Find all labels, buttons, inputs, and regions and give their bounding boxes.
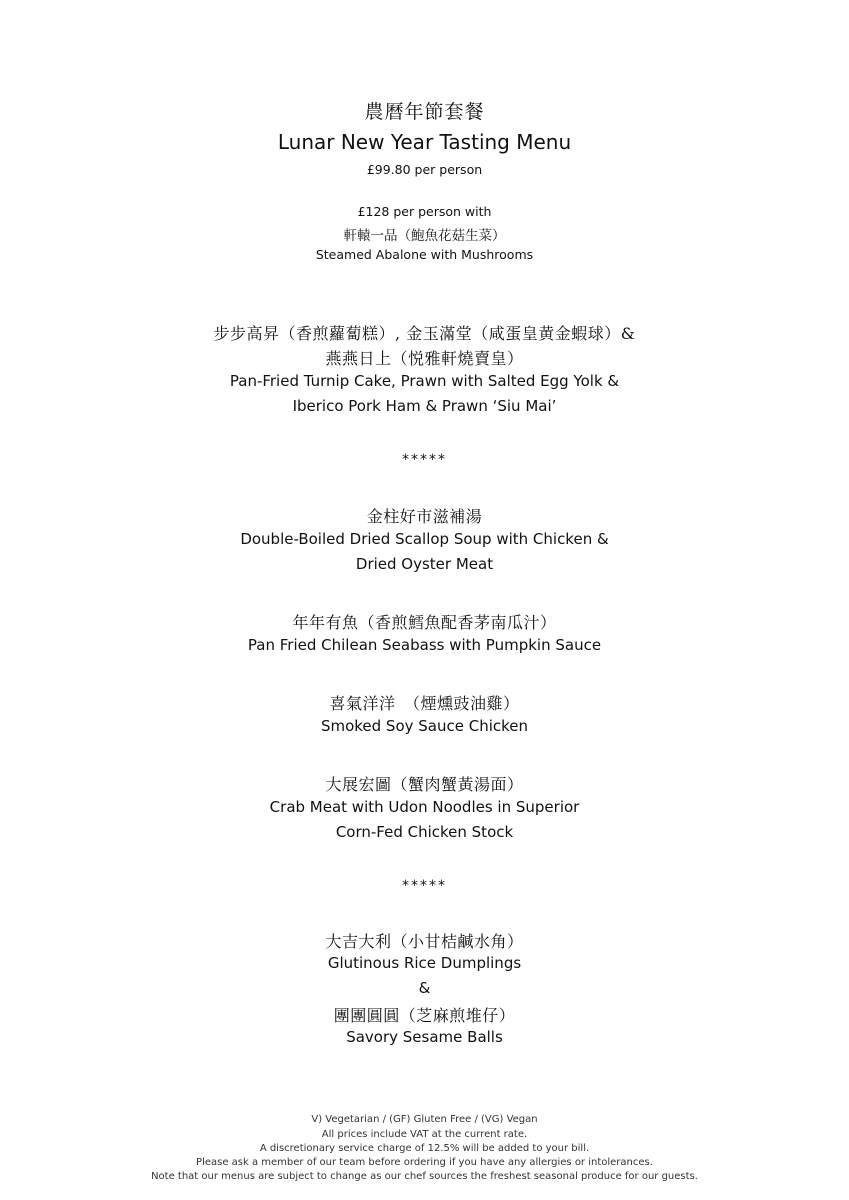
menu-price: £99.80 per person (366, 162, 483, 177)
dessert2-english: Savory Sesame Balls (346, 1028, 503, 1046)
course2-english-line2: Dried Oyster Meat (355, 555, 494, 573)
course-separator: ***** (402, 452, 447, 468)
course-separator: ***** (402, 878, 447, 894)
dessert1-english: Glutinous Rice Dumplings (327, 954, 522, 972)
course5-chinese: 大展宏圖（蟹肉蟹黃湯面） (325, 775, 524, 794)
course3-chinese: 年年有魚（香煎鱈魚配香茅南瓜汁） (292, 613, 557, 632)
course1-english-line2: Iberico Pork Ham & Prawn ‘Siu Mai’ (292, 397, 557, 415)
dessert1-chinese: 大吉大利（小甘桔鹹水角） (325, 932, 524, 951)
footer-vat-note: All prices include VAT at the current rate. (321, 1129, 528, 1140)
footer-service-charge: A discretionary service charge of 12.5% will be added to your bill. (259, 1143, 590, 1154)
upgrade-item: Steamed Abalone with Mushrooms (315, 247, 534, 262)
course4-english: Smoked Soy Sauce Chicken (320, 717, 529, 735)
course3-english: Pan Fried Chilean Seabass with Pumpkin Sauce (247, 636, 602, 654)
upgrade-item-chinese: 軒轅一品（鮑魚花菇生菜） (343, 228, 506, 244)
menu-title: Lunar New Year Tasting Menu (277, 130, 572, 154)
course5-english-line2: Corn-Fed Chicken Stock (335, 823, 514, 841)
course1-chinese-line2: 燕燕日上（悦雅軒燒賣皇） (325, 349, 524, 368)
menu-title-chinese: 農曆年節套餐 (364, 101, 485, 123)
course2-english-line1: Double-Boiled Dried Scallop Soup with Chicken & (240, 530, 609, 548)
course1-chinese-line1: 步步高昇（香煎蘿蔔糕）, 金玉滿堂（咸蛋皇黄金蝦球）& (213, 324, 636, 343)
course4-chinese: 喜氣洋洋 （煙燻豉油雞） (329, 694, 520, 713)
course1-english-line1: Pan-Fried Turnip Cake, Prawn with Salted Egg Yolk & (229, 372, 620, 390)
course2-chinese: 金柱好市滋補湯 (366, 507, 483, 526)
footer-menu-change-note: Note that our menus are subject to change as our chef sources the freshest seasonal produce for our guests. (151, 1171, 698, 1182)
course5-english-line1: Crab Meat with Udon Noodles in Superior (269, 798, 580, 816)
dessert2-chinese: 團團圓圓（芝麻煎堆仔） (333, 1006, 516, 1025)
upgrade-price: £128 per person with (357, 204, 492, 219)
footer-dietary-key: V) Vegetarian / (GF) Gluten Free / (VG) Vegan (311, 1114, 538, 1125)
dessert-ampersand: & (418, 979, 431, 997)
footer-allergy-note: Please ask a member of our team before ordering if you have any allergies or intolerances. (196, 1157, 653, 1168)
